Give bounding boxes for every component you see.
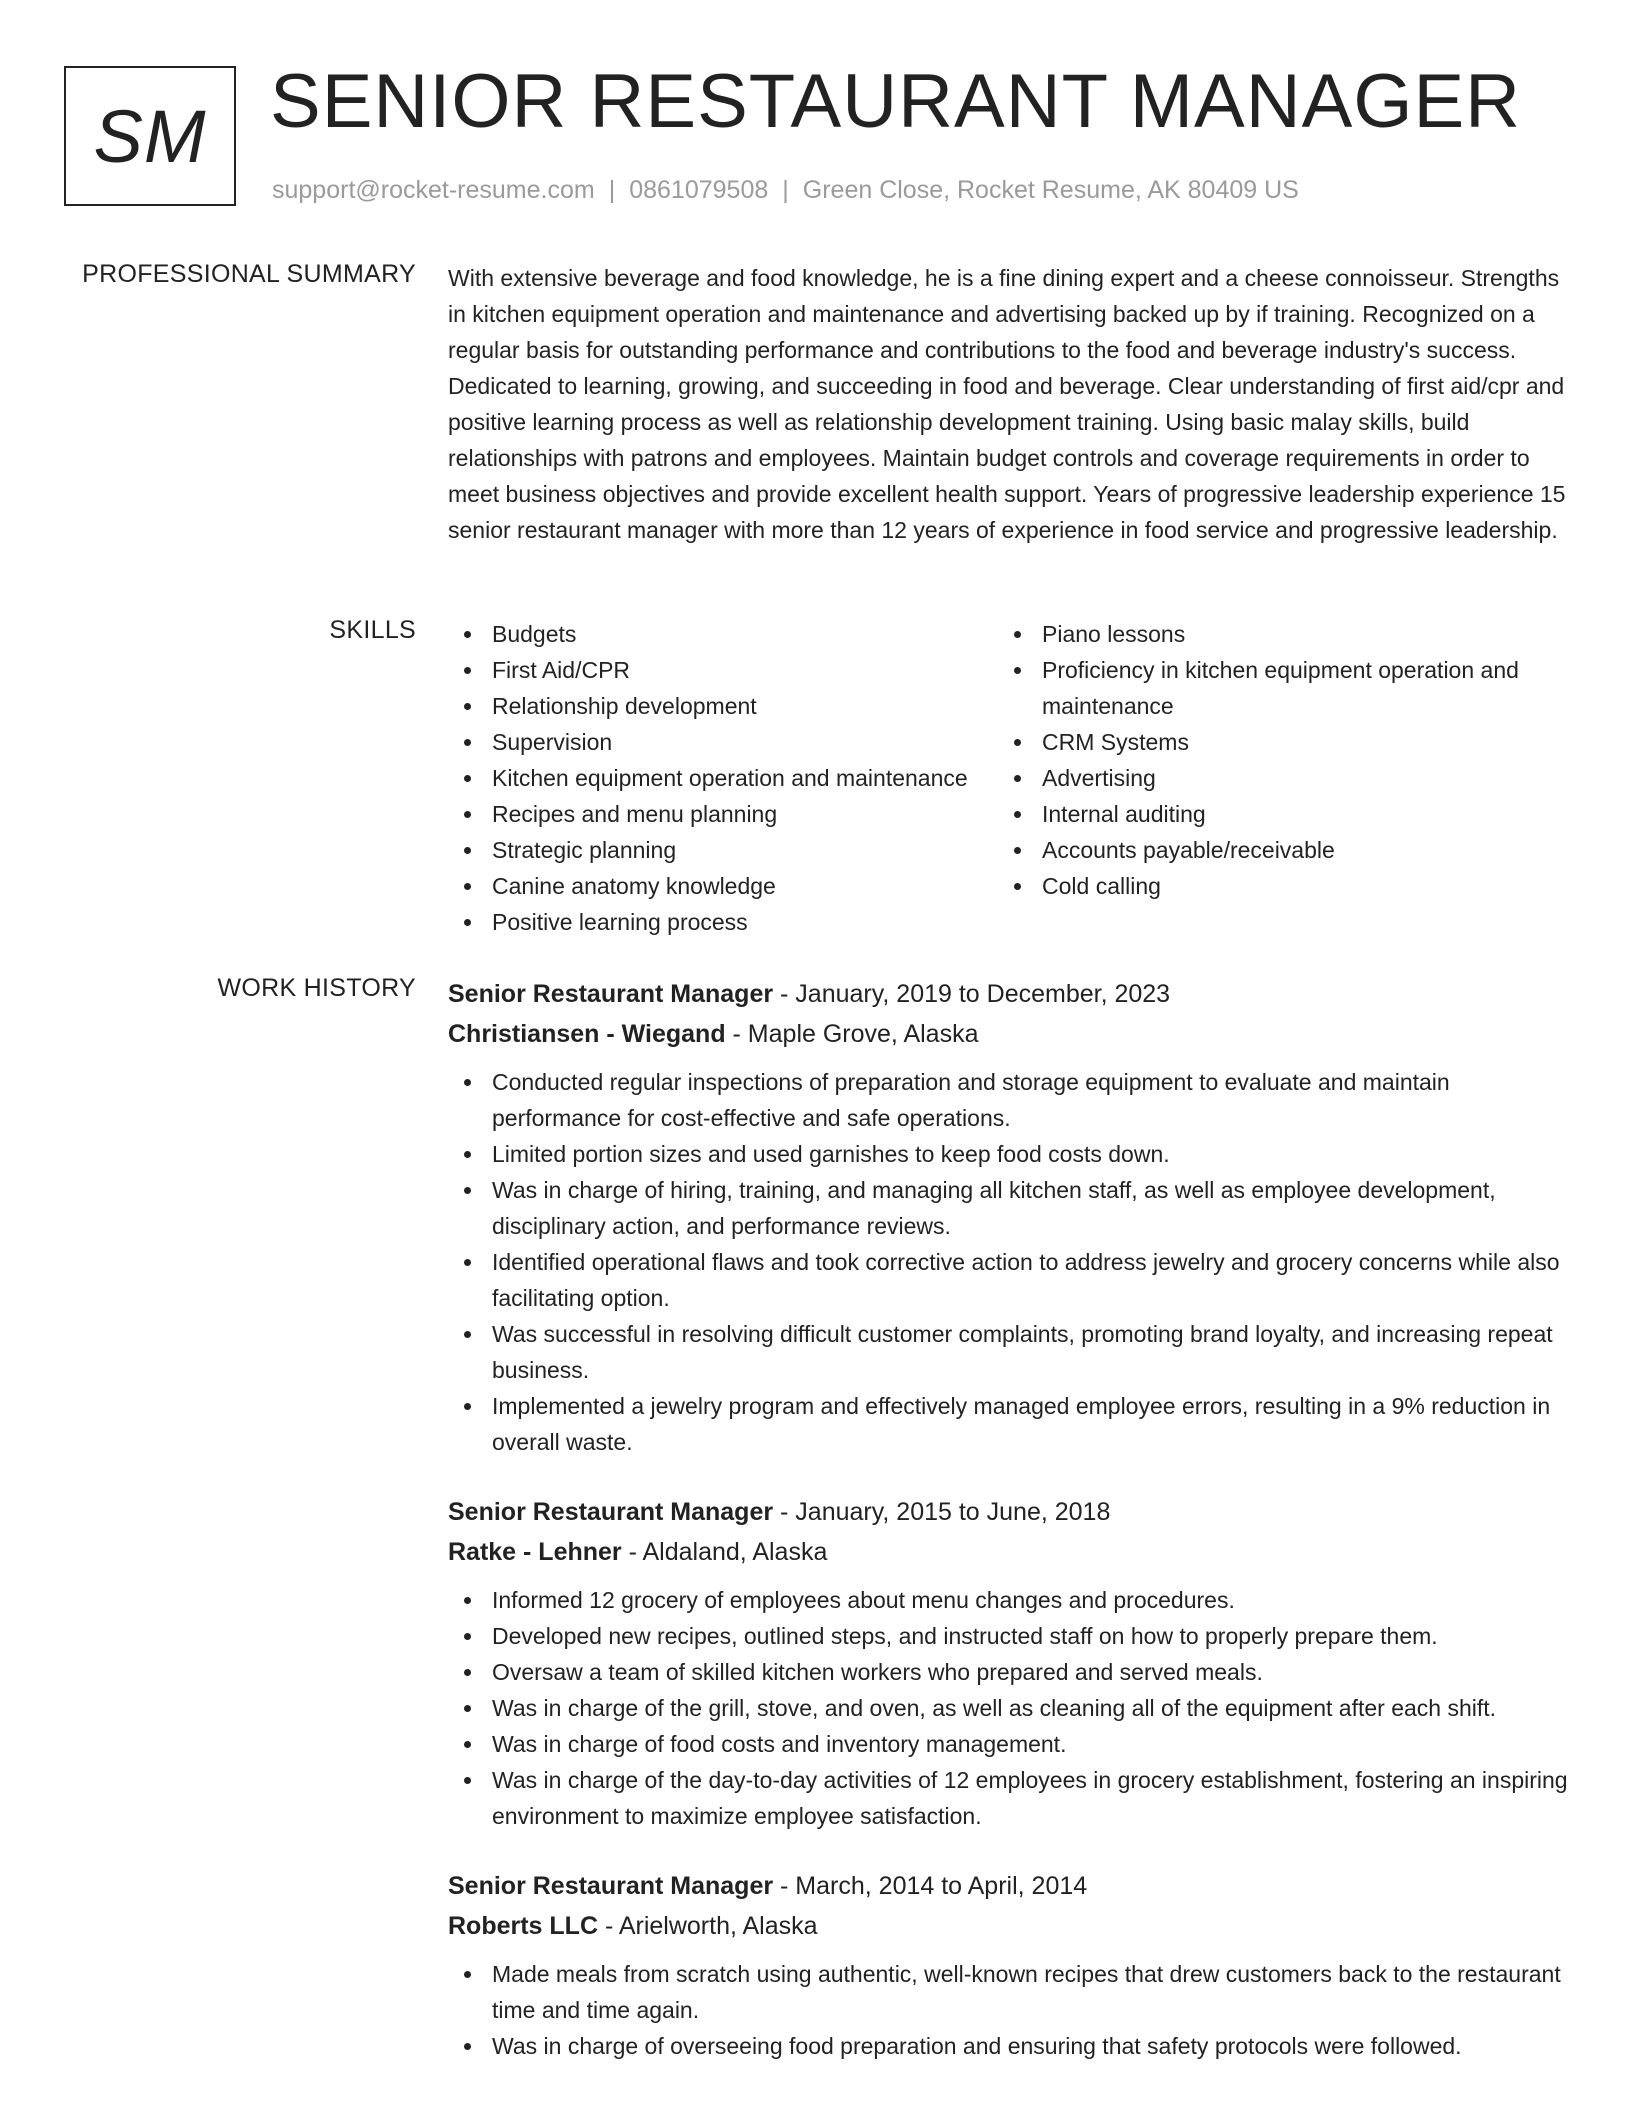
monogram-initials: SM <box>93 94 207 178</box>
job-duty-item: Was in charge of hiring, training, and managing all kitchen staff, as well as employee development, disciplinary action, and performance reviews. <box>448 1172 1568 1244</box>
skill-item: Canine anatomy knowledge <box>448 868 998 904</box>
skill-item: Budgets <box>448 616 998 652</box>
job-title: Senior Restaurant Manager <box>448 1498 774 1526</box>
job-title: Senior Restaurant Manager <box>448 980 774 1008</box>
job-location: - Arielworth, Alaska <box>598 1912 818 1940</box>
summary-body <box>448 260 1568 548</box>
skills-list-right <box>998 616 1568 940</box>
job-entry <box>448 1492 1568 1834</box>
skill-item: Internal auditing <box>998 796 1568 832</box>
job-entry <box>448 974 1568 1460</box>
skill-item: Accounts payable/receivable <box>998 832 1568 868</box>
skill-item: Strategic planning <box>448 832 998 868</box>
job-dates: - March, 2014 to April, 2014 <box>773 1872 1088 1900</box>
contact-address: Green Close, Rocket Resume, AK 80409 US <box>802 176 1299 204</box>
job-duties-list <box>448 1064 1568 1460</box>
job-duty-item: Oversaw a team of skilled kitchen workers who prepared and served meals. <box>448 1654 1568 1690</box>
skill-item: Cold calling <box>998 868 1568 904</box>
job-duty-item: Identified operational flaws and took corrective action to address jewelry and grocery concerns while also facilitating option. <box>448 1244 1568 1316</box>
job-company: Ratke - Lehner <box>448 1538 622 1566</box>
job-title-line <box>448 1866 1568 1906</box>
job-entry <box>448 1866 1568 2064</box>
summary-heading: PROFESSIONAL SUMMARY <box>82 260 416 288</box>
job-duty-item: Was in charge of food costs and inventory management. <box>448 1726 1568 1762</box>
skill-item: CRM Systems <box>998 724 1568 760</box>
job-duty-item: Developed new recipes, outlined steps, and instructed staff on how to properly prepare them. <box>448 1618 1568 1654</box>
job-duty-item: Was in charge of overseeing food preparation and ensuring that safety protocols were followed. <box>448 2028 1568 2064</box>
contact-separator: | <box>608 176 616 204</box>
job-location: - Maple Grove, Alaska <box>725 1020 979 1048</box>
job-title-line <box>448 1492 1568 1532</box>
work-history-heading: WORK HISTORY <box>217 974 416 1002</box>
contact-line <box>272 176 1299 205</box>
job-duty-item: Informed 12 grocery of employees about menu changes and procedures. <box>448 1582 1568 1618</box>
job-title: Senior Restaurant Manager <box>448 1872 774 1900</box>
job-dates: - January, 2015 to June, 2018 <box>773 1498 1111 1526</box>
job-company-line <box>448 1906 1568 1946</box>
job-duties-list <box>448 1956 1568 2064</box>
skills-list-left <box>448 616 998 940</box>
skills-heading: SKILLS <box>329 616 416 644</box>
job-company: Roberts LLC <box>448 1912 598 1940</box>
job-duty-item: Implemented a jewelry program and effectively managed employee errors, resulting in a 9% reduction in overall waste. <box>448 1388 1568 1460</box>
monogram-logo <box>64 66 236 206</box>
job-company-line <box>448 1532 1568 1572</box>
skills-body <box>448 616 1568 940</box>
job-duty-item: Conducted regular inspections of preparation and storage equipment to evaluate and maintain performance for cost-effective and safe operations. <box>448 1064 1568 1136</box>
job-dates: - January, 2019 to December, 2023 <box>773 980 1171 1008</box>
job-duty-item: Was in charge of the day-to-day activities of 12 employees in grocery establishment, fostering an inspiring environment to maximize employee satisfaction. <box>448 1762 1568 1834</box>
contact-email: support@rocket-resume.com <box>272 176 595 204</box>
work-history-body <box>448 974 1568 2096</box>
skill-item: Supervision <box>448 724 998 760</box>
job-duty-item: Was successful in resolving difficult customer complaints, promoting brand loyalty, and increasing repeat business. <box>448 1316 1568 1388</box>
skill-item: Recipes and menu planning <box>448 796 998 832</box>
summary-text: With extensive beverage and food knowledge, he is a fine dining expert and a cheese connoisseur. Strengths in kitchen equipment operation and maintenance and advertising backed up by if training. Recognized on a regular basis for outstanding performance and contributions to the food and beverage industry's success. Dedicated to learning, growing, and succeeding in food and beverage. Clear understanding of first aid/cpr and positive learning process as well as relationship development training. Using basic malay skills, build relationships with patrons and employees. Maintain budget controls and coverage requirements in order to meet business objectives and provide excellent health support. Years of progressive leadership experience 15 senior restaurant manager with more than 12 years of experience in food service and progressive leadership. <box>448 265 1566 543</box>
contact-phone: 0861079508 <box>629 176 769 204</box>
skill-item: Positive learning process <box>448 904 998 940</box>
job-duty-item: Made meals from scratch using authentic, well-known recipes that drew customers back to the restaurant time and time again. <box>448 1956 1568 2028</box>
job-duty-item: Limited portion sizes and used garnishes to keep food costs down. <box>448 1136 1568 1172</box>
job-location: - Aldaland, Alaska <box>621 1538 828 1566</box>
job-company: Christiansen - Wiegand <box>448 1020 726 1048</box>
skill-item: Relationship development <box>448 688 998 724</box>
skill-item: Proficiency in kitchen equipment operation and maintenance <box>998 652 1568 724</box>
contact-separator: | <box>782 176 789 204</box>
job-title-line <box>448 974 1568 1014</box>
job-duties-list <box>448 1582 1568 1834</box>
skill-item: First Aid/CPR <box>448 652 998 688</box>
skill-item: Piano lessons <box>998 616 1568 652</box>
skill-item: Kitchen equipment operation and maintenance <box>448 760 998 796</box>
job-company-line <box>448 1014 1568 1054</box>
skill-item: Advertising <box>998 760 1568 796</box>
job-duty-item: Was in charge of the grill, stove, and oven, as well as cleaning all of the equipment after each shift. <box>448 1690 1568 1726</box>
resume-title: SENIOR RESTAURANT MANAGER <box>270 59 1522 144</box>
